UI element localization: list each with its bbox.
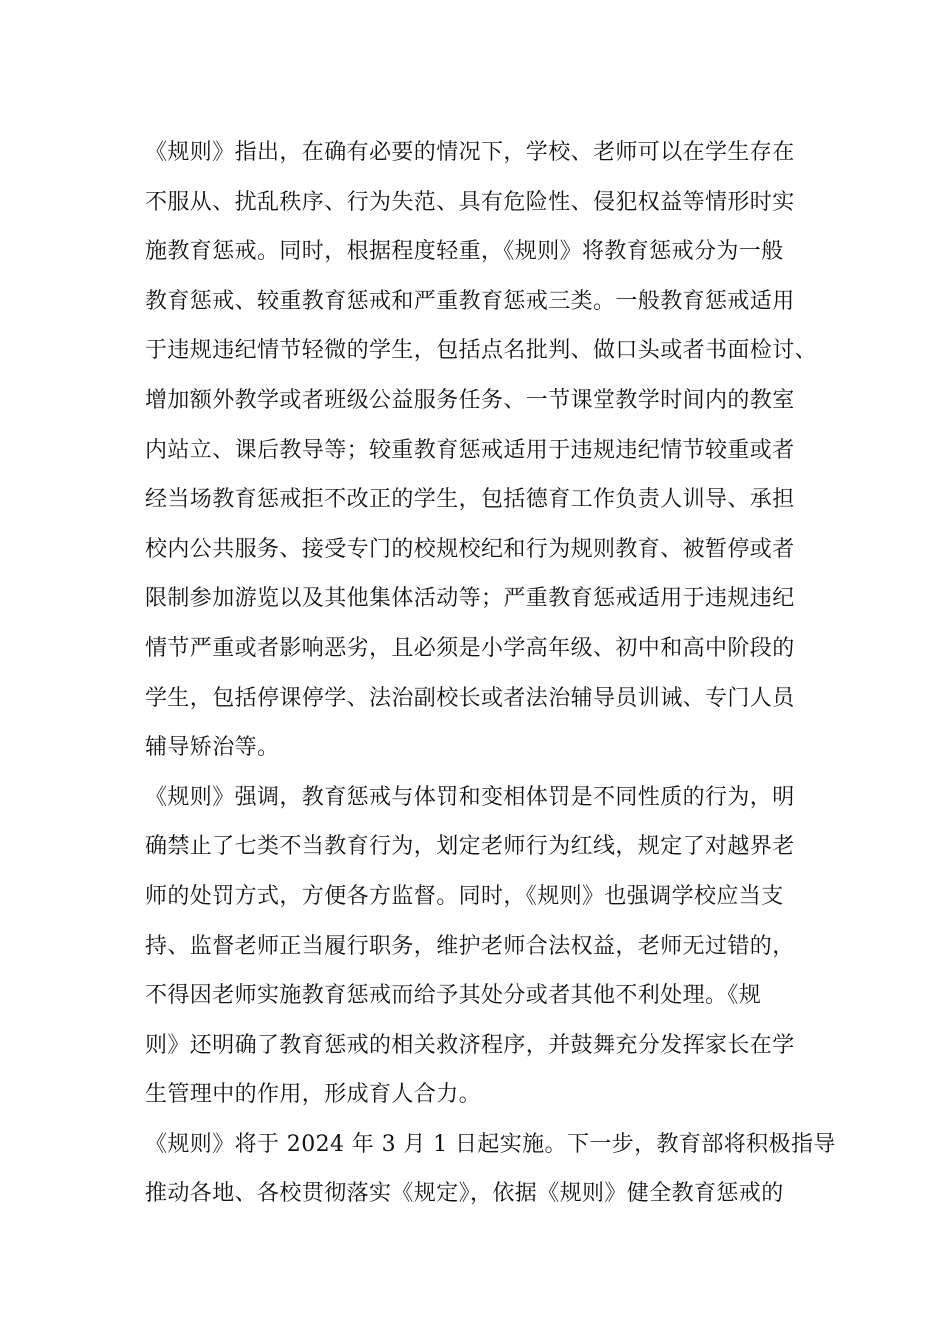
text-line: 于违规违纪情节轻微的学生，包括点名批判、做口头或者书面检讨、 <box>145 338 818 364</box>
paragraph-prohibited-behaviors <box>145 773 825 1120</box>
text-line: 情节严重或者影响恶劣，且必须是小学高年级、初中和高中阶段的 <box>145 635 795 661</box>
text-line: 推动各地、各校贯彻落实《规定》，依据《规则》健全教育惩戒的 <box>145 1181 784 1207</box>
text-line: 校内公共服务、接受专门的校规校纪和行为规则教育、被暂停或者 <box>145 536 795 562</box>
text-line: 持、监督老师正当履行职务，维护老师合法权益，老师无过错的， <box>145 933 795 959</box>
text-line: 师的处罚方式，方便各方监督。同时，《规则》也强调学校应当支 <box>145 883 784 909</box>
text-line: 不得因老师实施教育惩戒而给予其处分或者其他不利处理。《规 <box>145 983 762 1009</box>
text-line: 经当场教育惩戒拒不改正的学生，包括德育工作负责人训导、承担 <box>145 487 795 513</box>
text-line: 增加额外教学或者班级公益服务任务、一节课堂教学时间内的教室 <box>145 387 795 413</box>
text-line: 则》还明确了教育惩戒的相关救济程序，并鼓舞充分发挥家长在学 <box>145 1032 795 1058</box>
text-line: 《规则》强调，教育惩戒与体罚和变相体罚是不同性质的行为，明 <box>145 784 795 810</box>
text-line: 不服从、扰乱秩序、行为失范、具有危险性、侵犯权益等情形时实 <box>145 189 795 215</box>
text-line: 内站立、课后教导等；较重教育惩戒适用于违规违纪情节较重或者 <box>145 437 795 463</box>
document-body <box>145 128 836 1219</box>
text-line: 限制参加游览以及其他集体活动等；严重教育惩戒适用于违规违纪 <box>145 586 795 612</box>
paragraph-implementation-date <box>145 1120 836 1219</box>
text-line: 生管理中的作用，形成育人合力。 <box>145 1082 482 1108</box>
text-line: 确禁止了七类不当教育行为，划定老师行为红线，规定了对越界老 <box>145 834 795 860</box>
text-line: 教育惩戒、较重教育惩戒和严重教育惩戒三类。一般教育惩戒适用 <box>145 288 795 314</box>
text-line: 《规则》指出，在确有必要的情况下，学校、老师可以在学生存在 <box>145 140 795 165</box>
paragraph-discipline-categories <box>145 128 825 773</box>
text-line: 辅导矫治等。 <box>145 735 280 761</box>
text-line: 施教育惩戒。同时，根据程度轻重，《规则》将教育惩戒分为一般 <box>145 239 784 265</box>
text-line: 学生，包括停课停学、法治副校长或者法治辅导员训诫、专门人员 <box>145 685 795 711</box>
text-line: 《规则》将于 2024 年 3 月 1 日起实施。下一步，教育部将积极指导 <box>145 1131 836 1157</box>
